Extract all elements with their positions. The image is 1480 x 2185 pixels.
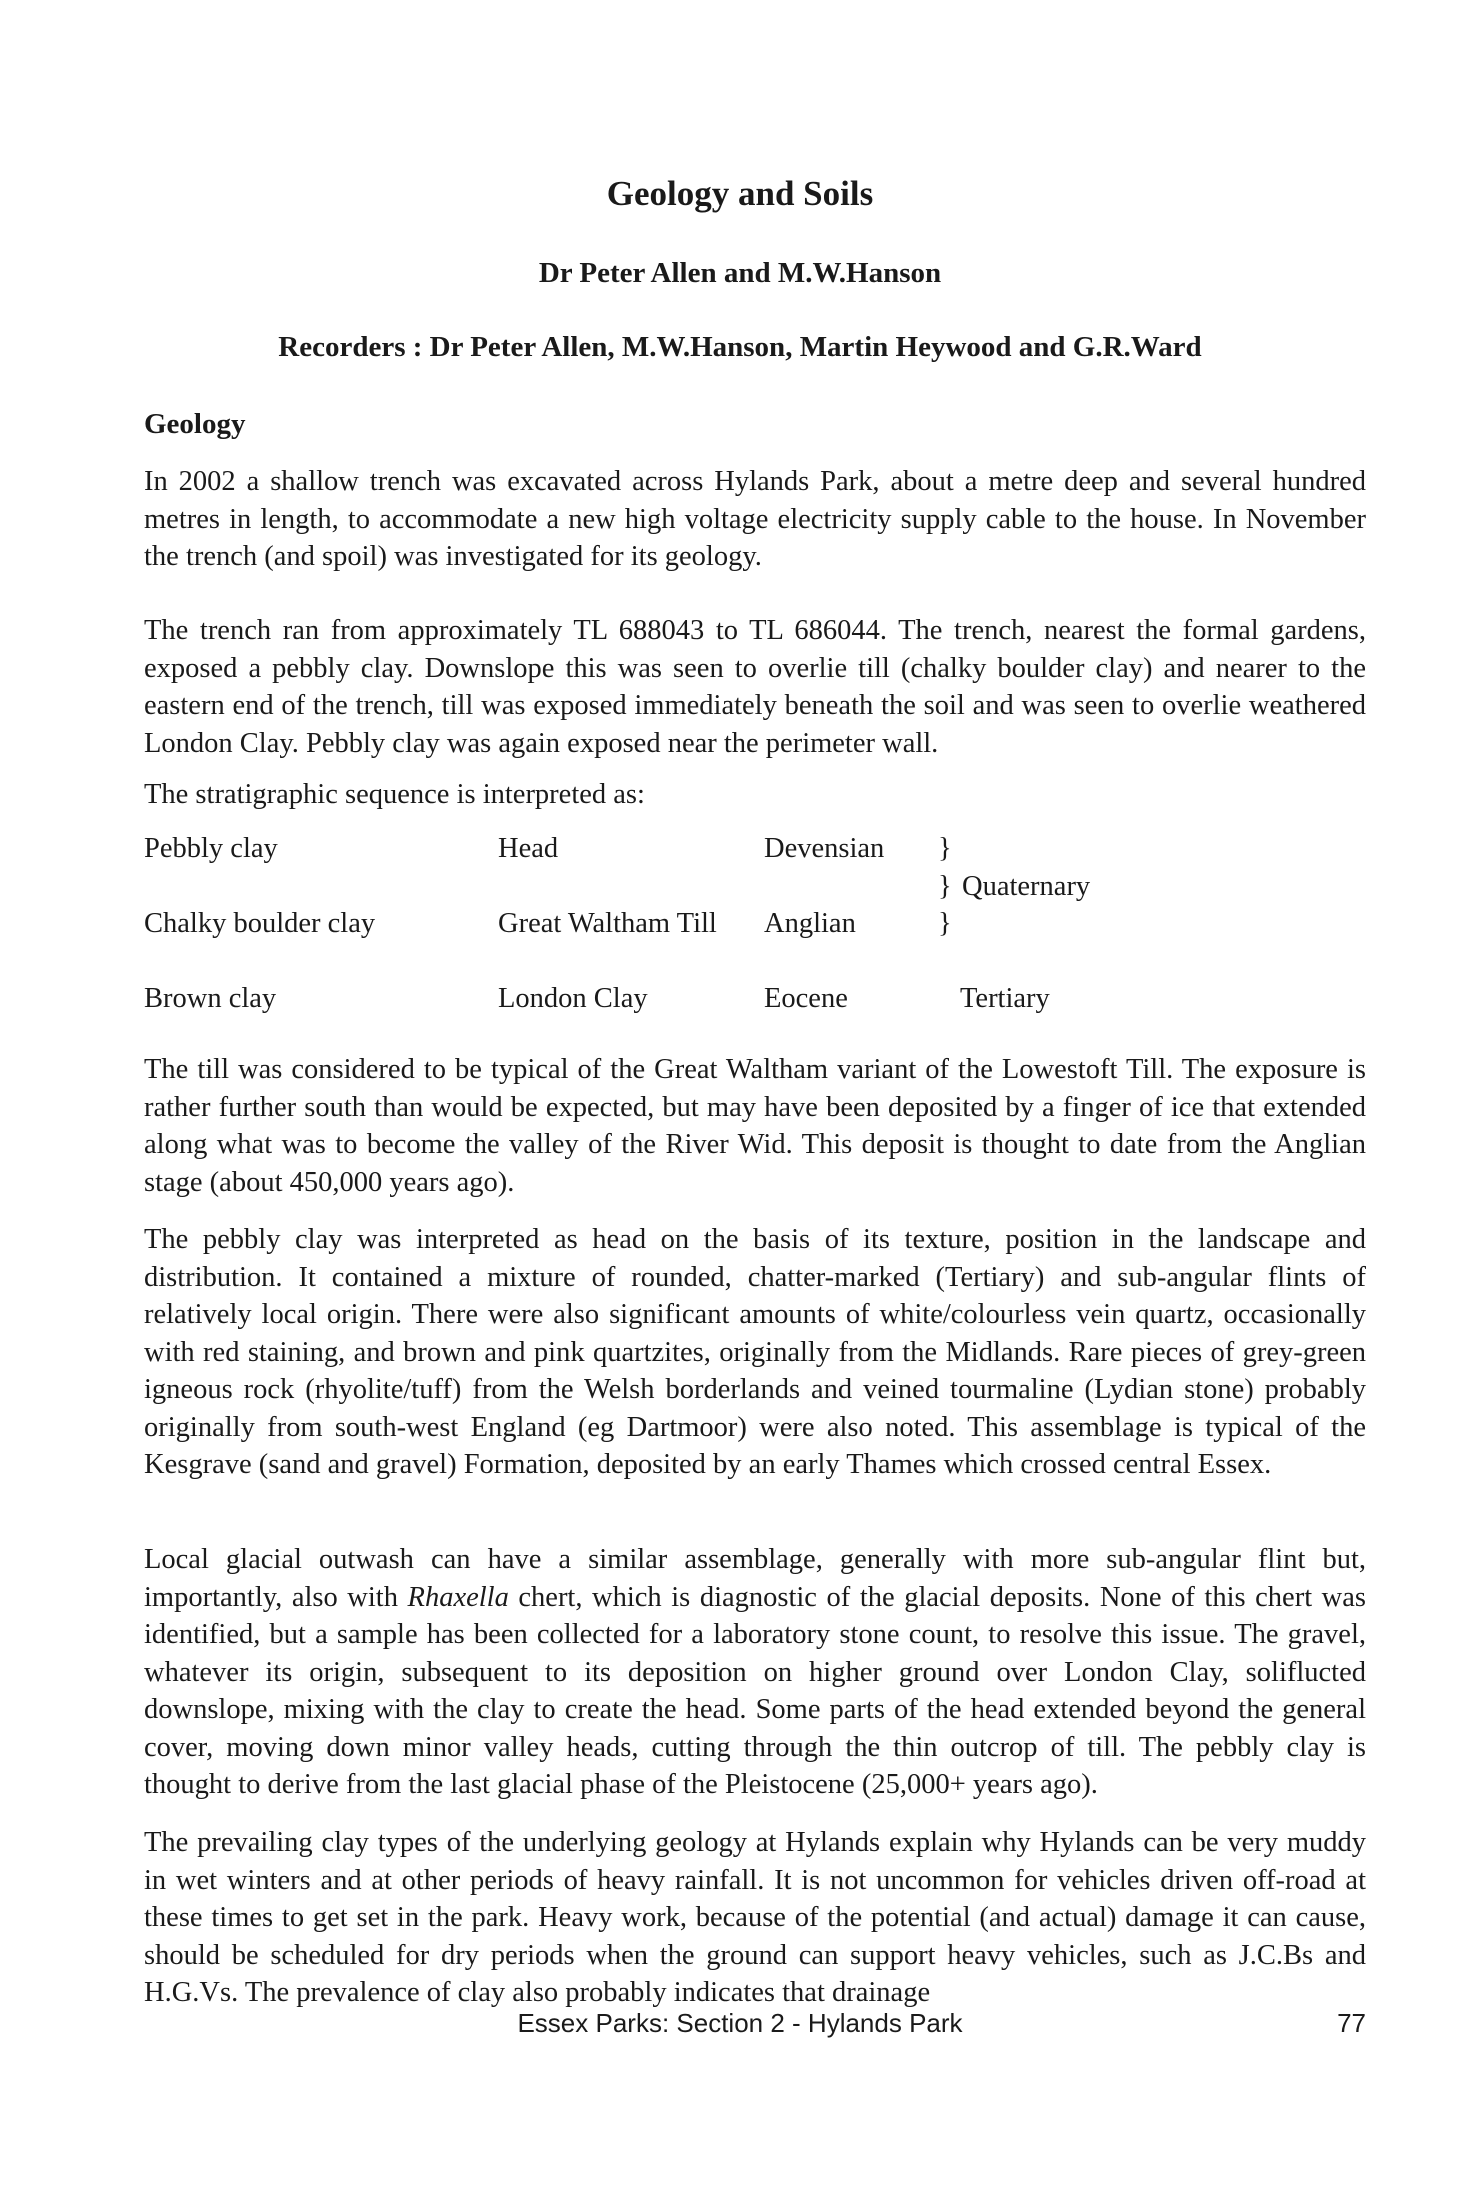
- paragraph-glacial-outwash: [144, 1541, 1366, 1804]
- rhaxella-italic: Rhaxella: [407, 1581, 509, 1613]
- strat-brace: }: [938, 908, 952, 939]
- strat-era: Tertiary: [960, 983, 1050, 1014]
- strat-unit: Head: [498, 833, 559, 864]
- strat-stage: Anglian: [764, 908, 856, 939]
- strat-era: Quaternary: [962, 870, 1091, 902]
- strat-row-pebbly-clay: [144, 830, 1366, 868]
- page-number: 77: [1337, 2008, 1366, 2038]
- strat-brace: }: [938, 870, 952, 902]
- recorders: Recorders : Dr Peter Allen, M.W.Hanson, Martin Heywood and G.R.Ward: [278, 331, 1202, 363]
- paragraph-pebbly-clay: The pebbly clay was interpreted as head on the basis of its texture, position in the landscape and distribution. It contained a mixture of rounded, chatter-marked (Tertiary) and sub-angular flints of relatively local origin. There were also significant amounts of white/colourless vein quartz, occasionally with red staining, and brown and pink quartzites, originally from the Midlands. Rare pieces of grey-green igneous rock (rhyolite/tuff) from the Welsh borderlands and veined tourmaline (Lydian stone) probably originally from south-west England (eg Dartmoor) were also noted. This assemblage is typical of the Kesgrave (sand and gravel) Formation, deposited by an early Thames which crossed central Essex.: [144, 1224, 1366, 1480]
- strat-stage: Eocene: [764, 983, 848, 1014]
- paragraph-strat-intro: The stratigraphic sequence is interpreted as:: [144, 779, 645, 810]
- paragraph-trench-route: The trench ran from approximately TL 688043 to TL 686044. The trench, nearest the formal gardens, exposed a pebbly clay. Downslope this was seen to overlie till (chalky boulder clay) and nearer to the eastern end of the trench, till was exposed immediately beneath the soil and was seen to overlie weathered London Clay. Pebbly clay was again exposed near the perimeter wall.: [144, 615, 1366, 759]
- rhaxella-before: Local glacial outwash can have a similar assemblage, generally with more sub-angular flint but, importantly, also with: [144, 1544, 1366, 1613]
- section-heading-geology: Geology: [144, 408, 246, 440]
- authors: Dr Peter Allen and M.W.Hanson: [538, 257, 942, 289]
- paragraph-clay-types: The prevailing clay types of the underlying geology at Hylands explain why Hylands can be very muddy in wet winters and at other periods of heavy rainfall. It is not uncommon for vehicles driven off-road at these times to get set in the park. Heavy work, because of the potential (and actual) damage it can cause, should be scheduled for dry periods when the ground can support heavy vehicles, such as J.C.Bs and H.G.Vs. The prevalence of clay also probably indicates that drainage: [144, 1827, 1366, 2008]
- stratigraphic-table: [144, 830, 1366, 1018]
- strat-lithology: Pebbly clay: [144, 833, 278, 864]
- page-title: Geology and Soils: [606, 174, 874, 213]
- strat-row-quaternary: [144, 868, 1366, 906]
- strat-unit: Great Waltham Till: [498, 908, 717, 939]
- strat-row-brown-clay: [144, 980, 1366, 1018]
- paragraph-till: The till was considered to be typical of the Great Waltham variant of the Lowestoft Till. The exposure is rather further south than would be expected, but may have been deposited by a finger of ice that extended along what was to become the valley of the River Wid. This deposit is thought to date from the Anglian stage (about 450,000 years ago).: [144, 1054, 1366, 1198]
- strat-lithology: Brown clay: [144, 983, 277, 1014]
- footer-title: Essex Parks: Section 2 - Hylands Park: [517, 2008, 963, 2038]
- strat-brace: }: [938, 833, 952, 864]
- strat-row-spacer: [144, 943, 1366, 981]
- strat-unit: London Clay: [498, 983, 648, 1014]
- paragraph-trench-intro: In 2002 a shallow trench was excavated across Hylands Park, about a metre deep and several hundred metres in length, to accommodate a new high voltage electricity supply cable to the house. In November the trench (and spoil) was investigated for its geology.: [144, 466, 1366, 572]
- strat-row-chalky-boulder-clay: [144, 905, 1366, 943]
- strat-stage: Devensian: [764, 833, 885, 864]
- strat-lithology: Chalky boulder clay: [144, 908, 376, 939]
- rhaxella-after: chert, which is diagnostic of the glacial deposits. None of this chert was identified, but a sample has been collected for a laboratory stone count, to resolve this issue. The gravel, whatever its origin, subsequent to its deposition on higher ground over London Clay, soliflucted downslope, mixing with the clay to create the head. Some parts of the head extended beyond the general cover, moving down minor valley heads, cutting through the thin outcrop of till. The pebbly clay is thought to derive from the last glacial phase of the Pleistocene (25,000+ years ago).: [144, 1581, 1367, 1800]
